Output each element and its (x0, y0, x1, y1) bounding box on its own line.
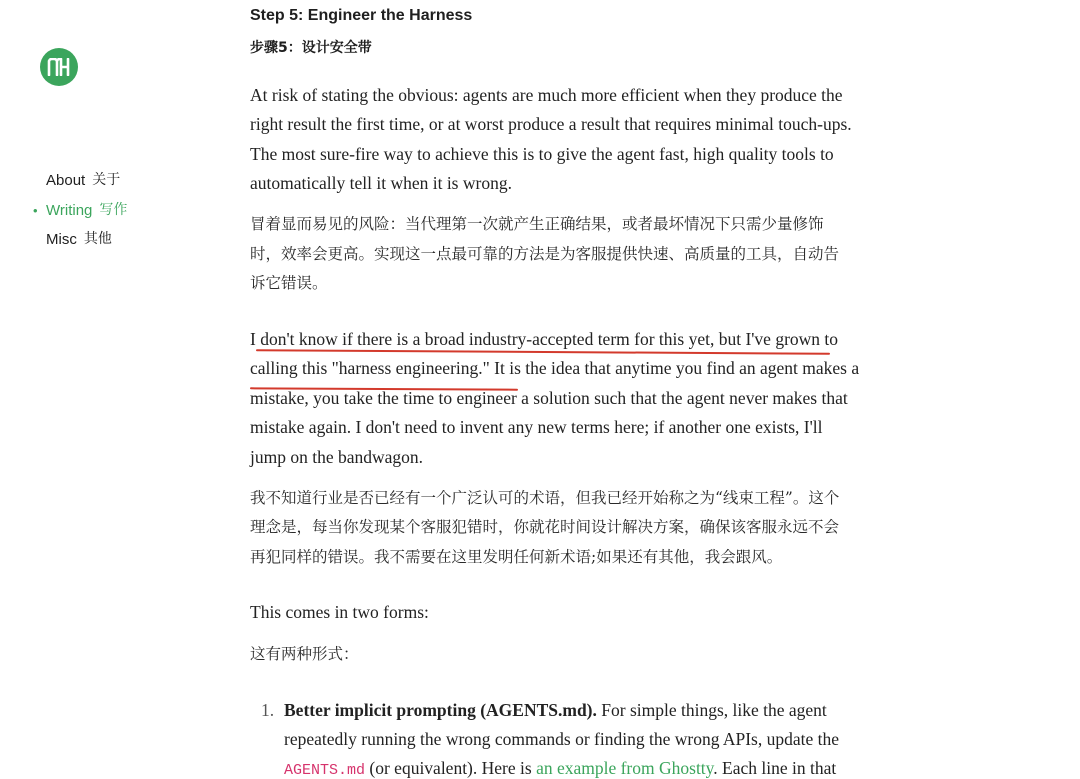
logo-monogram-icon (47, 58, 71, 76)
red-underline-annotation (256, 349, 830, 355)
section-heading: Step 5: Engineer the Harness (250, 7, 473, 24)
paragraph-line-zh: 这有两种形式： (250, 645, 359, 663)
list-number: 1. (261, 700, 275, 720)
paragraph-line: right result the first time, or at worst produce a result that requires minimal touch-ups. (250, 114, 852, 134)
paragraph-line-zh: 冒着显而易见的风险：当代理第一次就产生正确结果，或者最坏情况下只需少量修饰 (250, 215, 824, 233)
paragraph-line: mistake, you take the time to engineer a solution such that the agent never makes that (250, 388, 848, 408)
paragraph-line-zh: 我不知道行业是否已经有一个广泛认可的术语，但我已经开始称之为“线束工程”。这个 (250, 489, 840, 507)
paragraph-line: jump on the bandwagon. (250, 447, 424, 467)
active-bullet-icon: • (33, 202, 38, 218)
paragraph-line: I don't know if there is a broad industry-accepted term for this yet, but I've grown to (250, 329, 839, 349)
nav-label-en: Writing (46, 201, 93, 219)
nav-label-en: Misc (46, 231, 77, 249)
list-item-line (284, 758, 836, 779)
nav-label-zh: 其他 (83, 231, 112, 248)
list-item-text: (or equivalent). Here is (365, 758, 537, 778)
nav-item-about[interactable] (33, 166, 127, 196)
list-item-text: . Each line in that (713, 758, 837, 778)
nav-label-zh: 关于 (92, 172, 121, 189)
nav-item-writing[interactable] (33, 196, 127, 226)
ghostty-example-link[interactable]: an example from Ghostty (536, 758, 714, 778)
paragraph-line: mistake again. I don't need to invent any new terms here; if another one exists, I'll (250, 417, 823, 437)
nav-label-zh: 写作 (99, 201, 128, 218)
paragraph-line-zh: 再犯同样的错误。我不需要在这里发明任何新术语;如果还有其他，我会跟风。 (250, 548, 783, 566)
paragraph-line-zh: 诉它错误。 (250, 274, 328, 292)
paragraph-line: At risk of stating the obvious: agents are much more efficient when they produce the (250, 85, 843, 105)
sidebar-nav (33, 166, 127, 255)
list-item-text: For simple things, like the agent (596, 700, 827, 720)
inline-code: AGENTS.md (284, 762, 366, 779)
list-item-title: Better implicit prompting (AGENTS.md). (284, 700, 597, 720)
section-heading-zh: 步骤5：设计安全带 (250, 40, 372, 56)
site-logo[interactable] (40, 48, 78, 86)
list-item-line (284, 700, 827, 721)
paragraph-line: This comes in two forms: (250, 602, 429, 622)
paragraph-line: calling this "harness engineering." It is the idea that anytime you find an agent makes a (250, 358, 860, 378)
nav-item-misc[interactable] (33, 225, 127, 255)
paragraph-line: The most sure-fire way to achieve this is to give the agent fast, high quality tools to (250, 144, 834, 164)
paragraph-line-zh: 时，效率会更高。实现这一点最可靠的方法是为客服提供快速、高质量的工具，自动告 (250, 245, 840, 263)
paragraph-line-zh: 理念是，每当你发现某个客服犯错时，你就花时间设计解决方案，确保该客服永远不会 (250, 518, 840, 536)
list-item-line: repeatedly running the wrong commands or finding the wrong APIs, update the (284, 729, 840, 749)
paragraph-line: automatically tell it when it is wrong. (250, 173, 512, 193)
nav-label-en: About (46, 172, 86, 190)
